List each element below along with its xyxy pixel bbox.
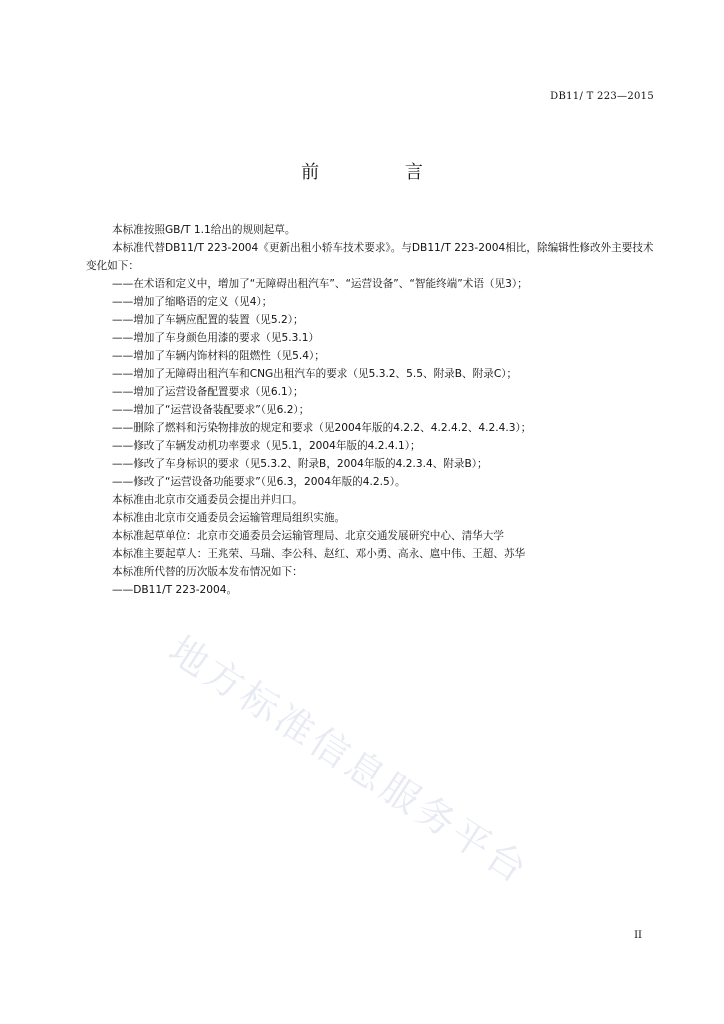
- change-item: ——增加了“运营设备装配要求”（见6.2）；: [112, 404, 310, 416]
- paragraph-implementer: 本标准由北京市交通委员会运输管理局组织实施。: [112, 512, 346, 524]
- history-item: ——DB11/T 223-2004。: [112, 584, 238, 596]
- page-title: 前 言: [301, 162, 463, 183]
- change-item: ——删除了燃料和污染物排放的规定和要求（见2004年版的4.2.2、4.2.4.2、4.2.4.3）；: [112, 422, 532, 434]
- paragraph-history-intro: 本标准所代替的历次版本发布情况如下：: [112, 566, 303, 578]
- change-item: ——增加了车辆内饰材料的阻燃性（见5.4）；: [112, 350, 325, 362]
- paragraph-replacement: 本标准代替DB11/T 223-2004《更新出租小轿车技术要求》。与DB11/T 223-2004相比，除编辑性修改外主要技术变化如下：: [86, 242, 654, 272]
- paragraph-drafting-rules: 本标准按照GB/T 1.1给出的规则起草。: [112, 224, 296, 236]
- paragraph-proposer: 本标准由北京市交通委员会提出并归口。: [112, 494, 303, 506]
- change-item: ——修改了“运营设备功能要求”（见6.3，2004年版的4.2.5）。: [112, 476, 406, 488]
- standard-code: DB11/ T 223—2015: [550, 91, 654, 102]
- change-item: ——在术语和定义中，增加了“无障碍出租汽车”、“运营设备”、“智能终端”术语（见3）；: [112, 278, 528, 290]
- page-number: II: [634, 930, 642, 941]
- document-body: [86, 221, 658, 599]
- change-item: ——修改了车辆发动机功率要求（见5.1，2004年版的4.2.4.1）；: [112, 440, 421, 452]
- watermark: 地方标准信息服务平台: [161, 627, 538, 894]
- change-item: ——增加了无障碍出租汽车和CNG出租汽车的要求（见5.3.2、5.5、附录B、附录C）；: [112, 368, 518, 380]
- change-item: ——增加了车身颜色用漆的要求（见5.3.1）: [112, 332, 320, 344]
- paragraph-drafters: 本标准主要起草人：王兆荣、马瑞、李公科、赵红、邓小勇、高永、扈中伟、王超、苏华: [112, 548, 526, 560]
- change-item: ——增加了运营设备配置要求（见6.1）；: [112, 386, 304, 398]
- change-item: ——修改了车身标识的要求（见5.3.2、附录B，2004年版的4.2.3.4、附录B）；: [112, 458, 488, 470]
- paragraph-drafting-units: 本标准起草单位：北京市交通委员会运输管理局、北京交通发展研究中心、清华大学: [112, 530, 504, 542]
- change-item: ——增加了缩略语的定义（见4）；: [112, 296, 273, 308]
- change-item: ——增加了车辆应配置的装置（见5.2）；: [112, 314, 304, 326]
